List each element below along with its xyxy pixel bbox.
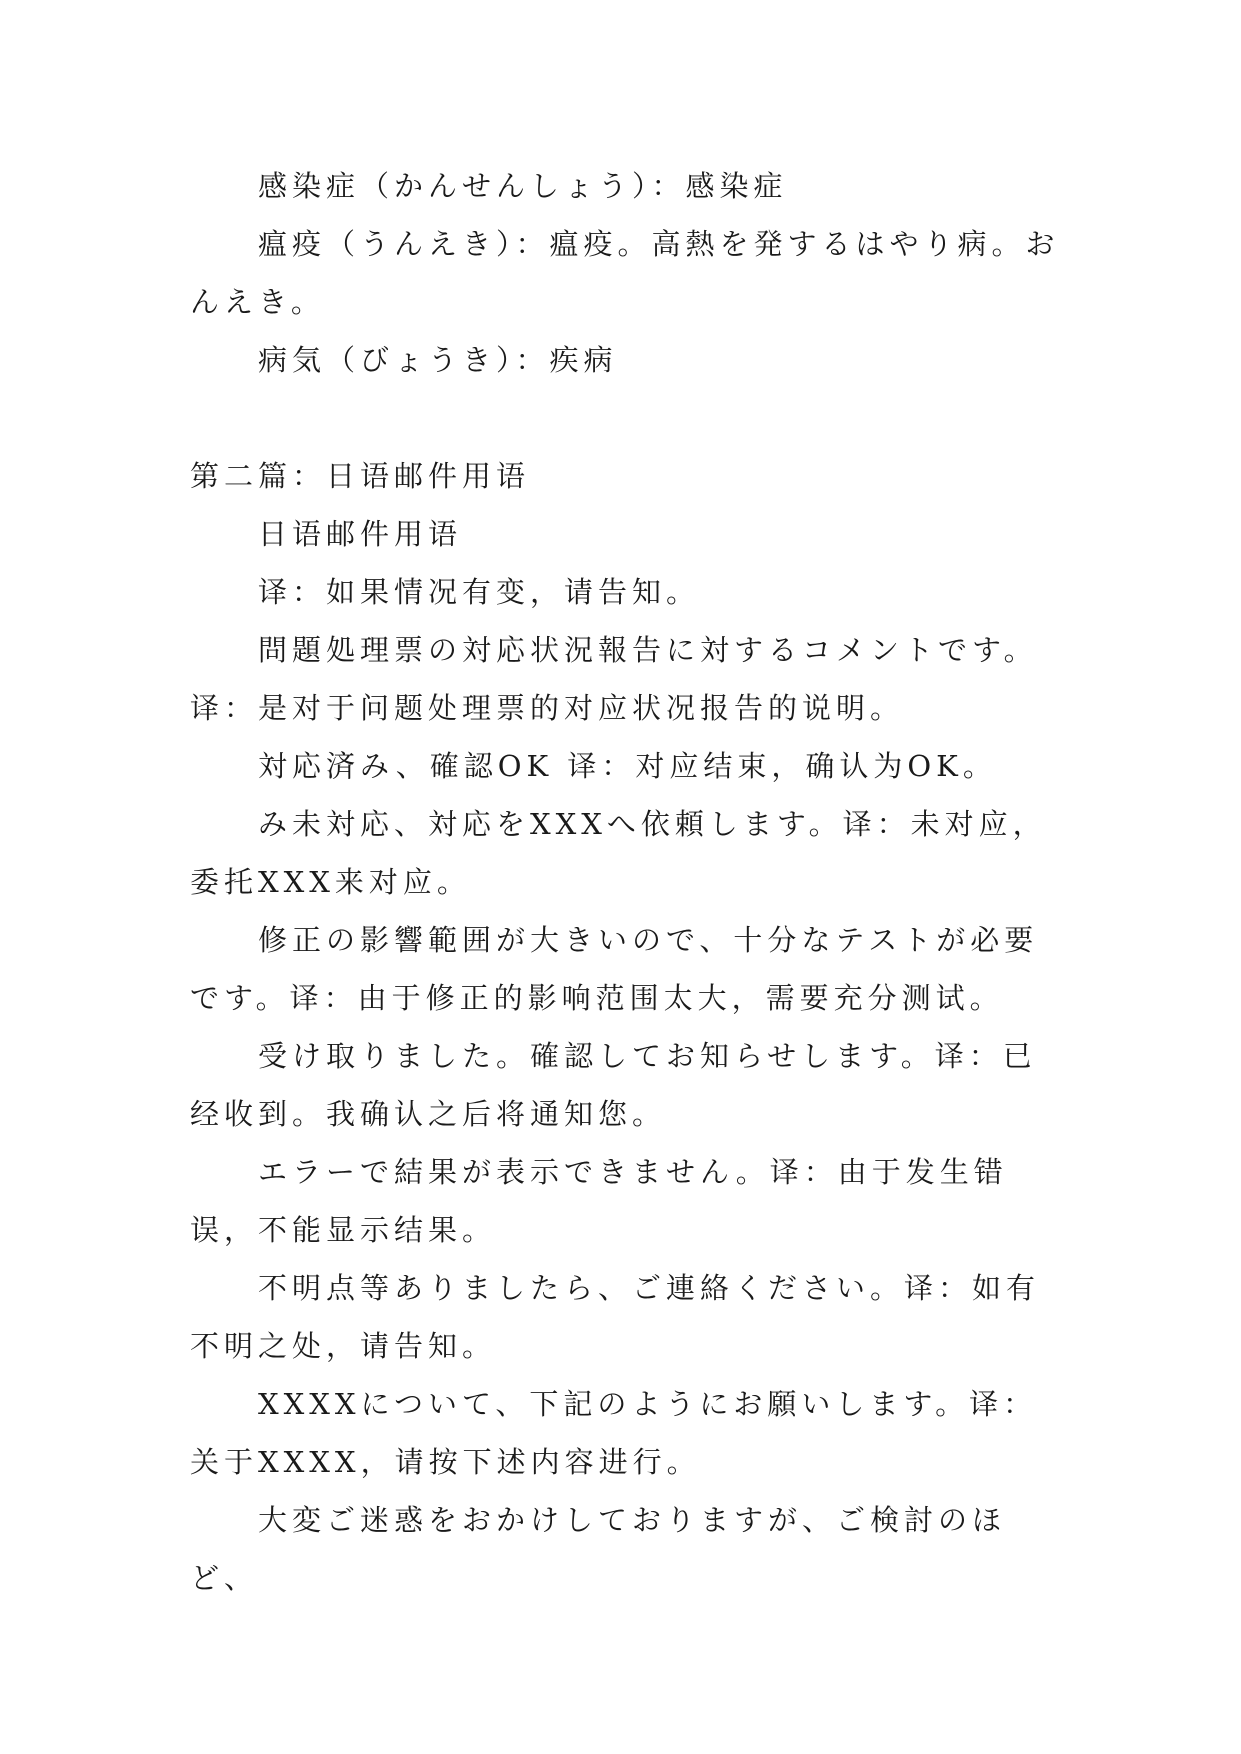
phrase-paragraph: 問題処理票の対応状況報告に対するコメントです。译：是对于问题处理票的对应状况报告的说明。	[190, 633, 1038, 725]
phrase-paragraph: 対応済み、確認OK 译：对应结束，确认为OK。	[258, 749, 997, 783]
phrase-paragraph: 大変ご迷惑をおかけしておりますが、ご検討のほど、	[190, 1503, 1007, 1595]
phrase-paragraph: 修正の影響範囲が大きいので、十分なテストが必要です。译：由于修正的影响范围太大，需要充分测试。	[190, 923, 1039, 1015]
phrase-paragraph: XXXXについて、下記のようにお願いします。译：关于XXXX，请按下述内容进行。	[190, 1387, 1038, 1479]
phrase-paragraph: 不明点等ありましたら、ご連絡ください。译：如有不明之处，请告知。	[190, 1271, 1041, 1363]
section-title: 第二篇：日语邮件用语	[190, 459, 531, 493]
document-body	[190, 157, 1070, 1607]
vocab-entry: 病気（びょうき）：疾病	[258, 343, 618, 377]
vocab-entry: 瘟疫（うんえき）：瘟疫。高熱を発するはやり病。おんえき。	[190, 227, 1060, 319]
phrase-paragraph: 译：如果情况有变，请告知。	[258, 575, 701, 609]
phrase-paragraph: 受け取りました。確認してお知らせします。译：已经收到。我确认之后将通知您。	[190, 1039, 1037, 1131]
phrase-paragraph: み未対応、対応をXXXへ依頼します。译：未对应，委托XXX来对应。	[190, 807, 1047, 899]
phrase-paragraph: エラーで結果が表示できません。译：由于发生错误，不能显示结果。	[190, 1155, 1008, 1247]
section-subtitle: 日语邮件用语	[258, 517, 463, 551]
vocab-entry: 感染症（かんせんしょう）：感染症	[258, 169, 788, 203]
